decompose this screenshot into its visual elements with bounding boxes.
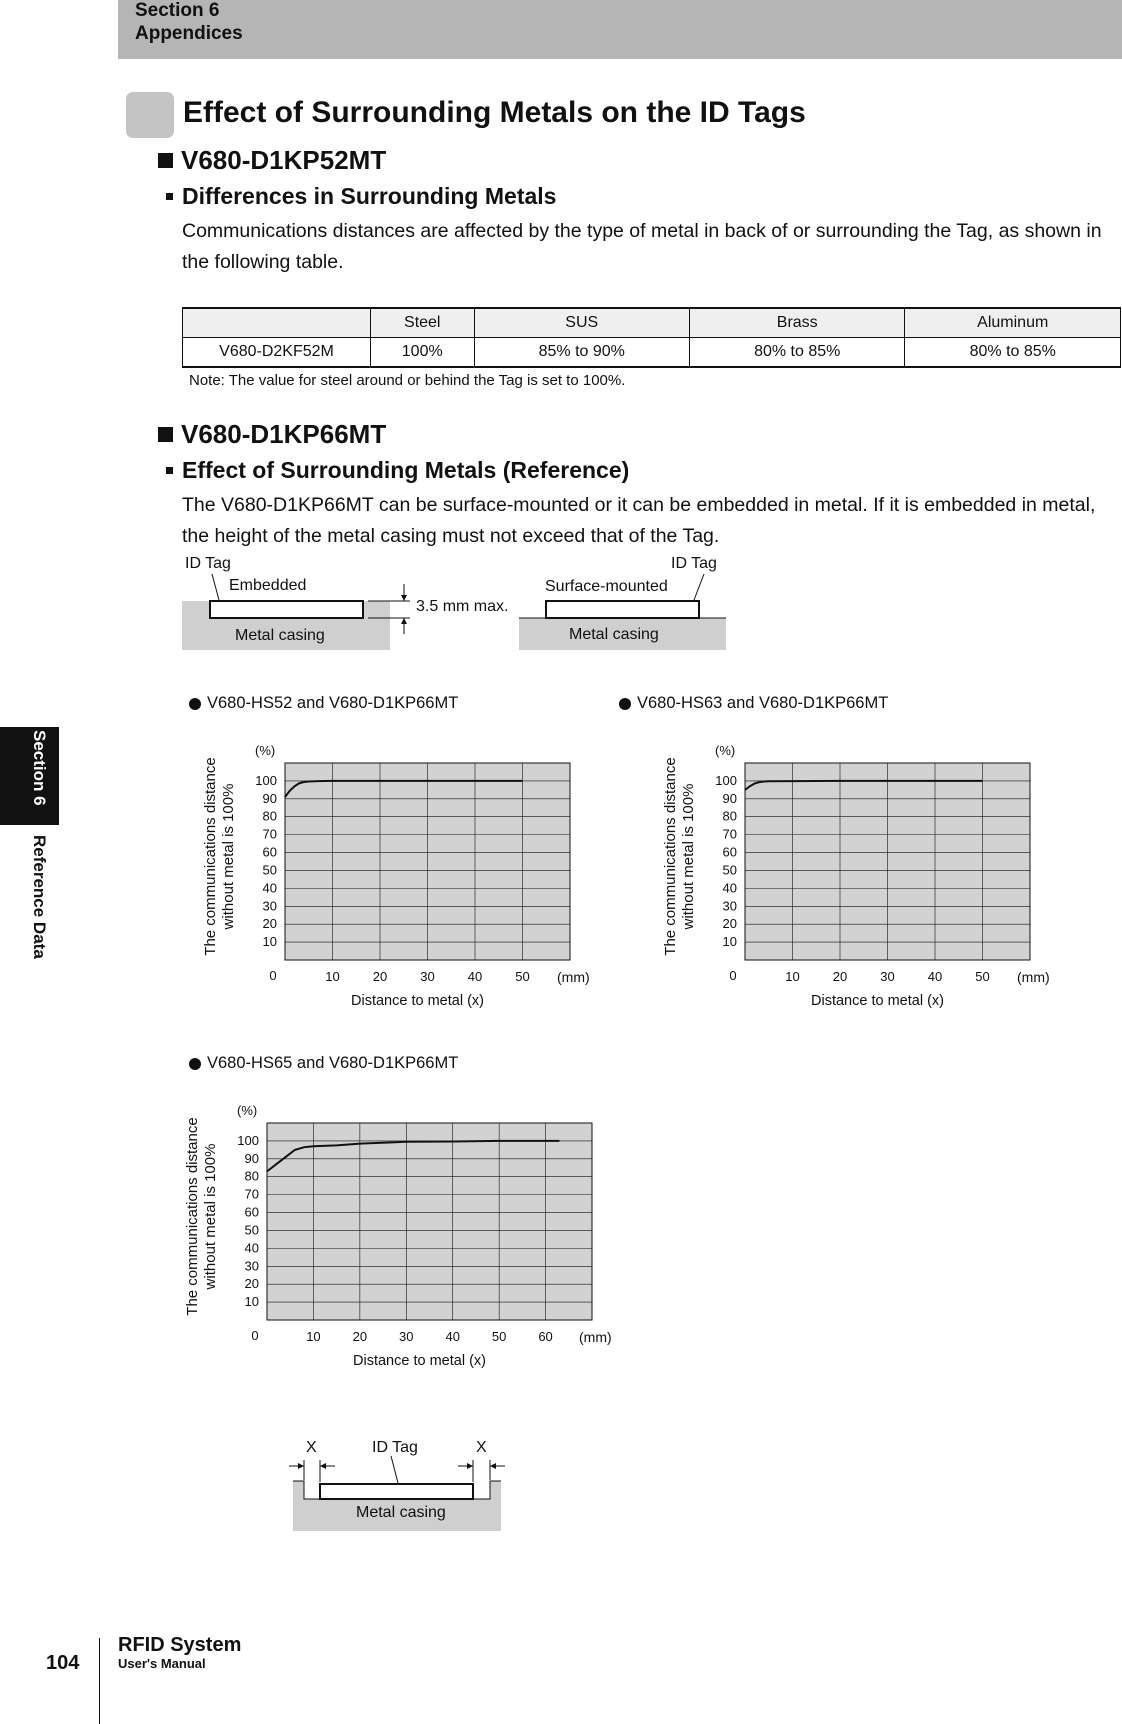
y-tick-label: 20 xyxy=(722,916,737,932)
right-leader xyxy=(694,574,704,600)
table-cell: 100% xyxy=(371,338,475,368)
table-header-cell: Aluminum xyxy=(905,308,1121,338)
gap-arrowhead xyxy=(298,1463,304,1469)
header-title: Appendices xyxy=(135,23,243,44)
page-number: 104 xyxy=(46,1652,80,1674)
x-tick-label: 50 xyxy=(975,969,990,984)
origin-label: 0 xyxy=(729,968,737,983)
left-leader xyxy=(212,574,219,600)
circle-bullet-icon xyxy=(189,698,201,710)
x-tick-label: 40 xyxy=(467,969,483,984)
y-tick-label: 30 xyxy=(262,898,277,914)
part1-heading-text: V680-D1KP52MT xyxy=(181,145,387,175)
y-tick-label: 40 xyxy=(244,1240,259,1256)
x-axis-label: Distance to metal (x) xyxy=(811,993,944,1009)
y-tick-label: 10 xyxy=(244,1294,259,1310)
side-tab-name: Reference Data xyxy=(30,835,49,959)
chart1-title xyxy=(189,694,458,713)
y-tick-label: 100 xyxy=(255,772,277,788)
table-cell: V680-D2KF52M xyxy=(183,338,371,368)
y-tick-label: 100 xyxy=(237,1132,259,1148)
y-tick-label: 50 xyxy=(262,862,277,878)
footer-system: RFID System xyxy=(118,1634,242,1656)
chart-hs52 xyxy=(190,738,610,1038)
y-tick-label: 40 xyxy=(722,880,737,896)
gap-id-tag-label: ID Tag xyxy=(372,1439,418,1456)
x-axis-label: Distance to metal (x) xyxy=(351,993,484,1009)
dim-arrowhead-top xyxy=(401,595,407,601)
table-header-cell: SUS xyxy=(474,308,689,338)
circle-bullet-icon xyxy=(619,698,631,710)
page-title: Effect of Surrounding Metals on the ID Tags xyxy=(183,96,806,129)
table-cell: 85% to 90% xyxy=(474,338,689,368)
gap-arrowhead xyxy=(490,1463,496,1469)
y-tick-label: 20 xyxy=(244,1276,259,1292)
max-height-label: 3.5 mm max. xyxy=(416,598,509,615)
x-tick-label: 30 xyxy=(880,969,895,984)
x-tick-label: 30 xyxy=(420,969,435,984)
gap-arrowhead xyxy=(467,1463,473,1469)
chart-hs65 xyxy=(172,1098,632,1398)
y-unit-label: (%) xyxy=(715,743,736,758)
circle-bullet-icon xyxy=(189,1058,201,1070)
y-tick-label: 60 xyxy=(262,844,277,860)
y-tick-label: 90 xyxy=(722,790,737,806)
header-section: Section 6 xyxy=(135,0,220,21)
gap-x-right-label: X xyxy=(476,1439,487,1456)
y-tick-label: 60 xyxy=(722,844,737,860)
x-tick-label: 50 xyxy=(515,969,530,984)
table-header-cell: Steel xyxy=(371,308,475,338)
gap-casing-label: Metal casing xyxy=(356,1504,446,1521)
x-unit-label: (mm) xyxy=(557,969,590,985)
x-tick-label: 40 xyxy=(927,969,943,984)
x-tick-label: 30 xyxy=(399,1329,414,1344)
footer-rule xyxy=(99,1638,100,1724)
chart-hs63 xyxy=(650,738,1070,1038)
x-tick-label: 20 xyxy=(372,969,388,984)
chart3-title-text: V680-HS65 and V680-D1KP66MT xyxy=(207,1054,459,1072)
y-tick-label: 30 xyxy=(722,898,737,914)
y-tick-label: 50 xyxy=(244,1222,259,1238)
y-tick-label: 90 xyxy=(244,1150,259,1166)
gap-arrowhead xyxy=(320,1463,326,1469)
right-casing-label: Metal casing xyxy=(569,626,659,643)
y-tick-label: 80 xyxy=(262,808,277,824)
gap-x-left-label: X xyxy=(306,1439,317,1456)
table-header-cell: Brass xyxy=(689,308,904,338)
gap-leader xyxy=(391,1456,398,1483)
chart3-title xyxy=(189,1054,458,1073)
table-note: Note: The value for steel around or behind the Tag is set to 100%. xyxy=(189,372,626,389)
part1-subheading-text: Differences in Surrounding Metals xyxy=(182,183,557,209)
table-cell: 80% to 85% xyxy=(689,338,904,368)
x-tick-label: 10 xyxy=(325,969,340,984)
y-unit-label: (%) xyxy=(255,743,276,758)
left-id-tag xyxy=(210,601,363,618)
part2-paragraph: The V680-D1KP66MT can be surface-mounted or it can be embedded in metal. If it is embedded in metal, the height of the metal casing must not exceed that of the Tag. xyxy=(182,494,1096,547)
y-tick-label: 80 xyxy=(244,1168,259,1184)
dim-arrowhead-bottom xyxy=(401,618,407,624)
y-tick-label: 70 xyxy=(244,1186,259,1202)
x-tick-label: 20 xyxy=(832,969,848,984)
left-casing-label: Metal casing xyxy=(235,627,325,644)
y-tick-label: 100 xyxy=(715,772,737,788)
x-tick-label: 20 xyxy=(352,1329,368,1344)
table-cell: 80% to 85% xyxy=(905,338,1121,368)
x-tick-label: 10 xyxy=(785,969,800,984)
y-axis-label: The communications distancewithout metal is 100% xyxy=(184,1117,219,1316)
y-tick-label: 80 xyxy=(722,808,737,824)
left-id-tag-label: ID Tag xyxy=(185,555,231,572)
y-tick-label: 40 xyxy=(262,880,277,896)
embedded-label: Embedded xyxy=(229,577,307,594)
y-tick-label: 70 xyxy=(722,826,737,842)
chart2-title xyxy=(619,694,888,713)
right-id-tag-label: ID Tag xyxy=(671,555,717,572)
x-tick-label: 40 xyxy=(445,1329,460,1344)
x-tick-label: 10 xyxy=(306,1329,321,1344)
footer-manual: User's Manual xyxy=(118,1656,206,1671)
origin-label: 0 xyxy=(269,968,277,983)
chart1-title-text: V680-HS52 and V680-D1KP66MT xyxy=(207,694,459,712)
part1-paragraph: Communications distances are affected by the type of metal in back of or surrounding the Tag, as shown in the following table. xyxy=(182,220,1102,273)
y-tick-label: 50 xyxy=(722,862,737,878)
y-axis-label: The communications distancewithout metal is 100% xyxy=(662,757,697,956)
x-unit-label: (mm) xyxy=(1017,969,1050,985)
y-tick-label: 30 xyxy=(244,1258,259,1274)
y-tick-label: 20 xyxy=(262,916,277,932)
x-unit-label: (mm) xyxy=(579,1329,612,1345)
part2-subheading-text: Effect of Surrounding Metals (Reference) xyxy=(182,457,630,483)
x-axis-label: Distance to metal (x) xyxy=(353,1353,486,1369)
y-unit-label: (%) xyxy=(237,1103,258,1118)
y-axis-label: The communications distancewithout metal is 100% xyxy=(202,757,237,956)
surface-mounted-label: Surface-mounted xyxy=(545,578,668,595)
right-id-tag xyxy=(546,601,699,618)
side-tab-section: Section 6 xyxy=(30,730,49,806)
y-tick-label: 70 xyxy=(262,826,277,842)
y-tick-label: 10 xyxy=(722,934,737,950)
x-tick-label: 50 xyxy=(491,1329,507,1344)
x-tick-label: 60 xyxy=(538,1329,553,1344)
plot-area xyxy=(267,1123,592,1320)
part2-heading-text: V680-D1KP66MT xyxy=(181,419,387,449)
gap-id-tag xyxy=(320,1484,473,1499)
y-tick-label: 10 xyxy=(262,934,277,950)
origin-label: 0 xyxy=(251,1328,259,1343)
y-tick-label: 60 xyxy=(244,1204,259,1220)
chart2-title-text: V680-HS63 and V680-D1KP66MT xyxy=(637,694,889,712)
y-tick-label: 90 xyxy=(262,790,277,806)
